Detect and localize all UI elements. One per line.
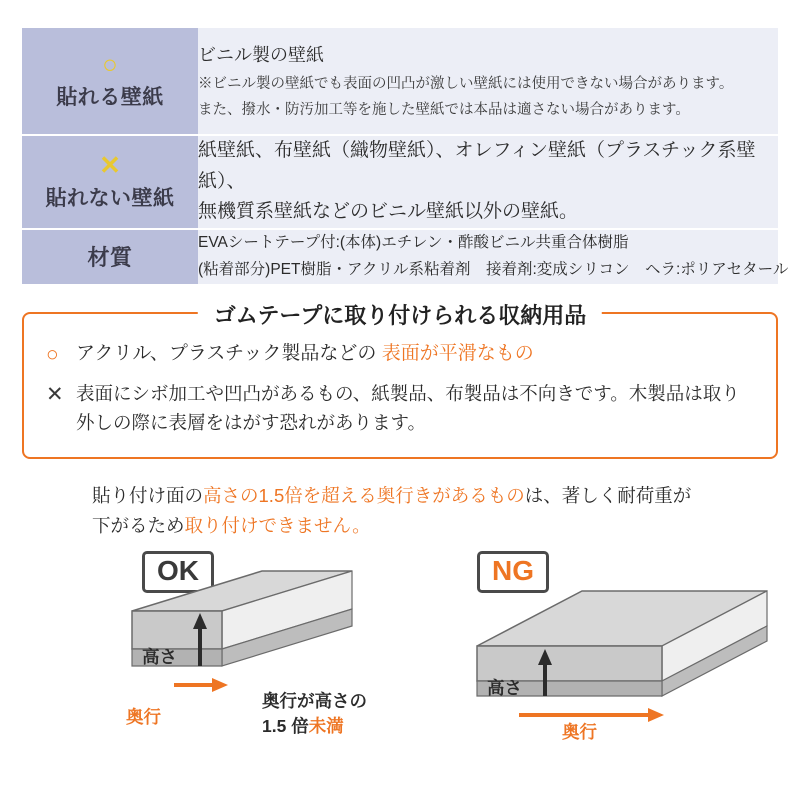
depth-warning-line-1a: 貼り付け面の bbox=[92, 485, 204, 507]
compatible-ng-line-2: 外しの際に表層をはがす恐れがあります。 bbox=[76, 411, 427, 433]
ok-note-line-2-highlight: 未満 bbox=[308, 715, 344, 736]
cross-icon: ✕ bbox=[46, 382, 64, 406]
compatible-ok-row bbox=[46, 340, 754, 370]
row-content-material bbox=[198, 229, 789, 284]
row-content-ok bbox=[198, 28, 778, 135]
ng-main-line-1: 紙壁紙、布壁紙（織物壁紙）、オレフィン壁紙（プラスチック系壁紙）、 bbox=[198, 139, 756, 192]
depth-warning-line-1-highlight: 高さの1.5倍を超える奥行きがあるもの bbox=[203, 485, 525, 507]
ok-height-label: 高さ bbox=[142, 646, 177, 667]
circle-icon: ○ bbox=[102, 48, 118, 79]
compatible-ok-text bbox=[76, 340, 534, 369]
ok-depth-arrow bbox=[174, 678, 228, 692]
ng-height-label: 高さ bbox=[487, 677, 522, 698]
depth-warning-line-1 bbox=[92, 481, 778, 511]
depth-warning-text bbox=[22, 481, 778, 540]
ok-note-2: また、撥水・防汚加工等を施した壁紙では本品は適さない場合があります。 bbox=[198, 102, 690, 119]
spec-table bbox=[22, 28, 789, 286]
ok-badge: OK bbox=[142, 551, 214, 593]
depth-warning-line-2 bbox=[92, 511, 778, 541]
depth-warning-line-1b: は、著しく耐荷重が bbox=[524, 485, 692, 507]
ok-note-line-2a: 1.5 倍 bbox=[262, 715, 309, 736]
ok-note-line-1: 奥行が高さの bbox=[262, 690, 367, 711]
ok-note-1: ※ビニル製の壁紙でも表面の凹凸が激しい壁紙には使用できない場合があります。 bbox=[198, 76, 734, 92]
diagram-area bbox=[22, 551, 778, 751]
table-row bbox=[22, 229, 778, 284]
row-header-material bbox=[22, 229, 198, 284]
compatible-items-box bbox=[22, 302, 778, 460]
cross-icon: ✕ bbox=[99, 150, 121, 181]
compatible-ng-line-1: 表面にシボ加工や凹凸があるもの、紙製品、布製品は不向きです。木製品は取り bbox=[76, 382, 740, 404]
ng-main-line-2: 無機質系壁紙などのビニル壁紙以外の壁紙。 bbox=[198, 201, 579, 223]
row-header-label: 貼れる壁紙 bbox=[56, 85, 164, 109]
row-header-ok bbox=[22, 28, 198, 135]
compatible-items-title: ゴムテープに取り付けられる収納用品 bbox=[198, 299, 602, 330]
compatible-ok-text-highlight: 表面が平滑なもの bbox=[381, 342, 534, 364]
row-content-ng bbox=[198, 135, 778, 229]
row-header-ng bbox=[22, 135, 198, 229]
material-line-1: EVAシートテープ付:(本体)エチレン・酢酸ビニル共重合体樹脂 bbox=[198, 234, 629, 252]
ok-depth-label: 奥行 bbox=[126, 706, 161, 727]
depth-warning-section bbox=[22, 481, 778, 750]
depth-warning-line-2-highlight: 取り付けできません。 bbox=[184, 514, 371, 536]
compatible-ok-text-plain: アクリル、プラスチック製品などの bbox=[76, 342, 377, 364]
row-header-label: 貼れない壁紙 bbox=[45, 187, 175, 211]
ng-badge: NG bbox=[477, 551, 549, 593]
ok-main-text: ビニル製の壁紙 bbox=[198, 45, 324, 65]
row-header-label: 材質 bbox=[87, 245, 133, 271]
material-line-2: (粘着部分)PET樹脂・アクリル系粘着剤 接着剤:変成シリコン ヘラ:ポリアセタール bbox=[198, 260, 789, 278]
table-row bbox=[22, 135, 778, 229]
compatible-ng-text bbox=[76, 380, 740, 437]
ok-note-line-2 bbox=[262, 713, 344, 738]
ng-depth-label: 奥行 bbox=[562, 721, 597, 742]
table-row bbox=[22, 28, 778, 135]
depth-warning-line-2a: 下がるため bbox=[92, 514, 185, 536]
circle-icon: ○ bbox=[46, 342, 59, 366]
compatible-ng-row bbox=[46, 380, 754, 437]
